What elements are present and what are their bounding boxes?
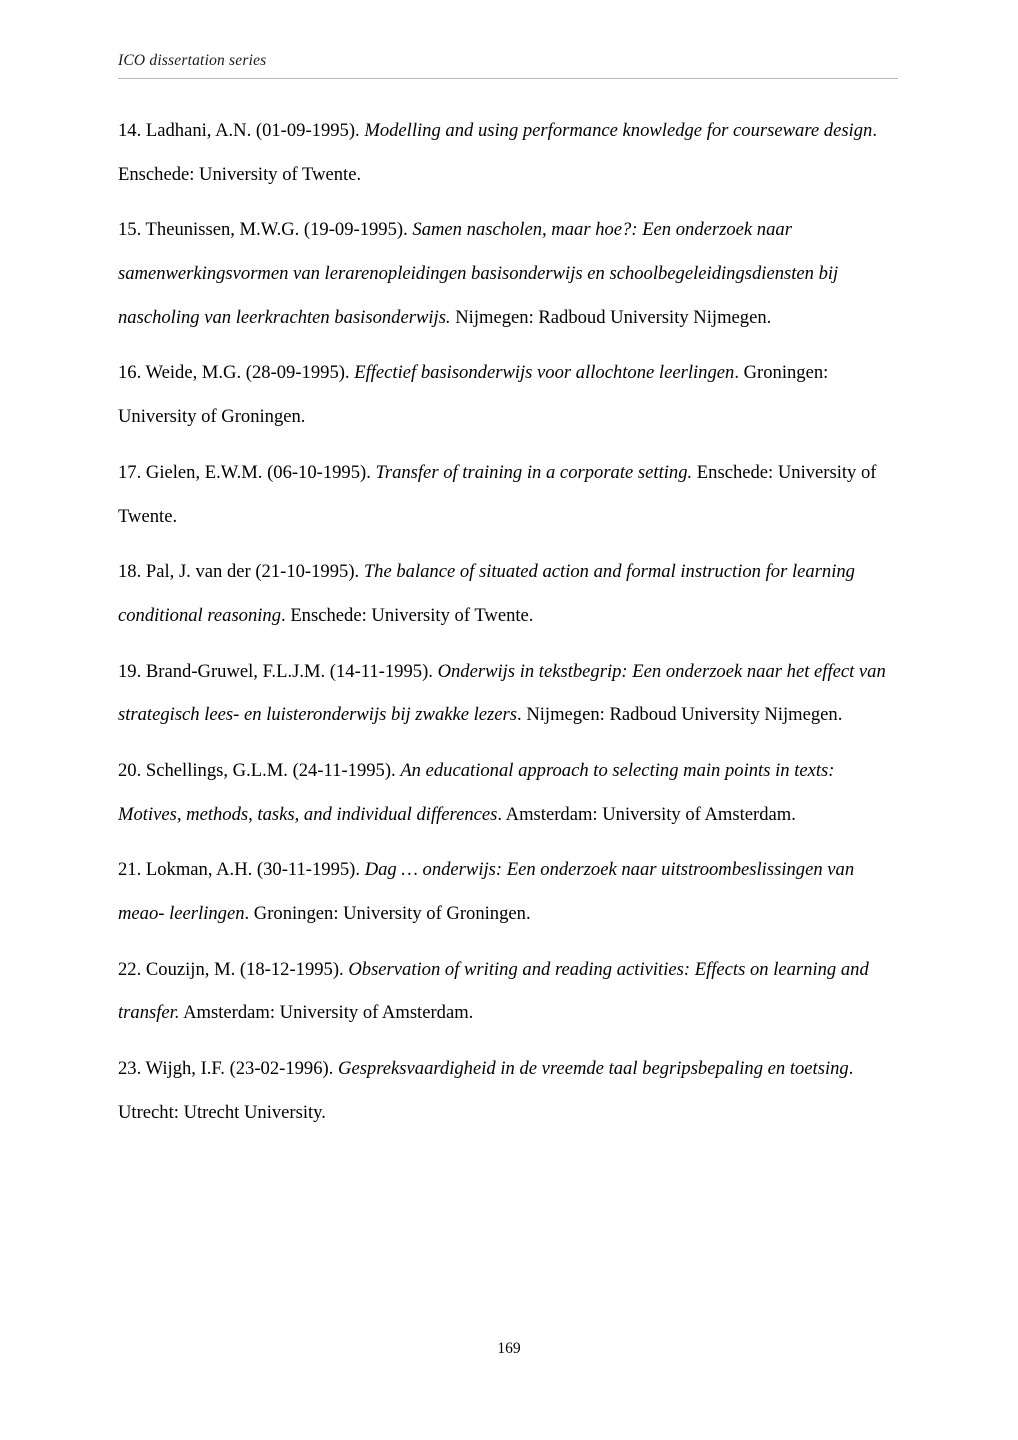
list-item <box>118 650 898 737</box>
list-item <box>118 848 898 935</box>
entry-title: Samen nascholen, maar hoe?: Een onderzoek naar samenwerkingsvormen van lerarenopleidingen basisonderwijs en schoolbegeleidingsdiensten bij nascholing van leerkrachten basisonderwijs. <box>118 219 839 328</box>
list-item <box>118 1047 898 1134</box>
list-item <box>118 550 898 637</box>
list-item <box>118 451 898 538</box>
entry-tail: . Amsterdam: University of Amsterdam. <box>497 803 796 825</box>
entry-lead: 20. Schellings, G.L.M. (24-11-1995). <box>118 759 401 781</box>
entry-tail: Enschede: University of Twente. <box>118 461 877 527</box>
page-number: 169 <box>497 1340 521 1357</box>
list-item <box>118 948 898 1035</box>
entry-tail: Amsterdam: University of Amsterdam. <box>179 1002 474 1024</box>
entry-title: Dag … onderwijs: Een onderzoek naar uitstroombeslissingen van meao- leerlingen <box>118 859 855 924</box>
entry-title: Gespreksvaardigheid in de vreemde taal begripsbepaling en toetsing <box>338 1058 849 1080</box>
entry-lead: 18. Pal, J. van der (21-10-1995). <box>118 561 364 583</box>
entry-lead: 21. Lokman, A.H. (30-11-1995). <box>118 859 365 881</box>
entry-title: The balance of situated action and formal instruction for learning conditional reasoning <box>118 561 855 626</box>
list-item <box>118 749 898 836</box>
list-item <box>118 208 898 339</box>
entry-tail: Nijmegen: Radboud University Nijmegen. <box>450 306 772 328</box>
entry-title: An educational approach to selecting main points in texts: Motives, methods, tasks, and individual differences <box>118 759 835 825</box>
entry-tail: . Nijmegen: Radboud University Nijmegen. <box>517 704 843 726</box>
entry-title: Transfer of training in a corporate setting. <box>375 461 693 483</box>
running-header: ICO dissertation series <box>118 52 267 69</box>
entry-title: Modelling and using performance knowledge for courseware design <box>364 120 873 141</box>
dissertation-list <box>118 109 898 1134</box>
header-divider <box>118 78 898 79</box>
entry-lead: 15. Theunissen, M.W.G. (19-09-1995). <box>118 219 413 241</box>
entry-lead: 16. Weide, M.G. (28-09-1995). <box>118 362 355 384</box>
list-item <box>118 351 898 438</box>
entry-tail: . Groningen: University of Groningen. <box>244 903 531 924</box>
list-item <box>118 109 898 196</box>
entry-tail: . Utrecht: Utrecht University. <box>118 1058 854 1123</box>
entry-title: Observation of writing and reading activities: Effects on learning and transfer. <box>118 958 869 1024</box>
entry-tail: . Enschede: University of Twente. <box>281 604 534 626</box>
entry-title: Effectief basisonderwijs voor allochtone leerlingen <box>354 362 735 384</box>
entry-tail: . Enschede: University of Twente. <box>118 120 877 185</box>
entry-lead: 23. Wijgh, I.F. (23-02-1996). <box>118 1058 339 1080</box>
entry-lead: 17. Gielen, E.W.M. (06-10-1995). <box>118 461 376 483</box>
entry-title: Onderwijs in tekstbegrip: Een onderzoek naar het effect van strategisch lees- en luisteronderwijs bij zwakke lezers <box>118 660 886 726</box>
entry-lead: 19. Brand-Gruwel, F.L.J.M. (14-11-1995). <box>118 660 438 682</box>
entry-tail: . Groningen: University of Groningen. <box>118 362 829 428</box>
entry-lead: 14. Ladhani, A.N. (01-09-1995). <box>118 120 365 141</box>
entry-lead: 22. Couzijn, M. (18-12-1995). <box>118 958 349 980</box>
